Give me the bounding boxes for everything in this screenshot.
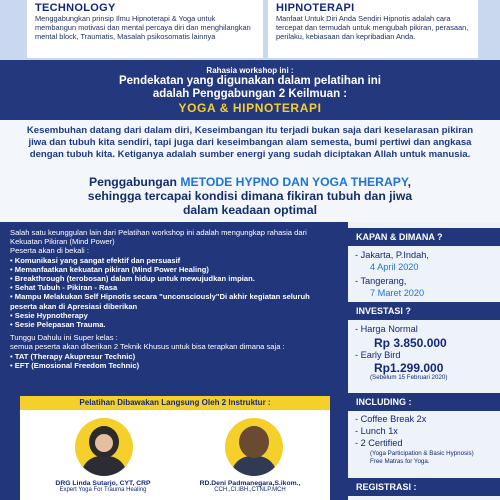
include-certified: - 2 Certified [355, 438, 403, 448]
hipnoterapi-card [268, 0, 478, 58]
technology-text: Menggabungkan prinsip Ilmu Hipnoterapi & Yoga untuk membangun motivasi dan mental percaya diri dan menghilangkan mental block, Traumatis, Masalah psikosomatis lainnya [35, 14, 251, 42]
combo-line2: sehingga tercapai kondisi dimana fikiran tubuh dan jiwa [87, 189, 413, 203]
registration-heading: REGISTRASI : [348, 478, 500, 496]
list-item: • TAT (Therapy Akupresur Technic) [10, 352, 338, 361]
banner-line1: Pendekatan yang digunakan dalam pelatihan ini [118, 75, 381, 87]
date-1: 4 April 2020 [370, 262, 419, 272]
technology-card [27, 0, 263, 58]
banner-small: Rahasia workshop ini : [206, 66, 294, 75]
including-heading: INCLUDING : [348, 393, 500, 411]
banner-line2: adalah Penggabungan 2 Keilmuan : [152, 88, 348, 100]
instructor-photo-linda [75, 418, 133, 476]
include-coffee: - Coffee Break 2x [355, 414, 427, 424]
list-item: • Sesie Hypnotherapy [10, 311, 338, 320]
list-item: • EFT (Emosional Freedom Technic) [10, 361, 338, 370]
when-heading: KAPAN & DIMANA ? [348, 228, 500, 246]
instructor-name-linda: DRG Linda Sutarjo, CYT, CRP Expert Yoga For Trauma Healing [55, 480, 151, 493]
techniques-list [10, 352, 338, 370]
intro-text: Kesembuhan datang dari dalam diri, Keseimbangan itu terjadi bukan saja dari keselarasan pikiran jiwa dan tubuh kita sendiri, tapi juga dari keseimbangan alam semesta, bumi pertiwi dan angkasa dengan tubuh kita. Ketiganya adalah sumber energi yang sudah diciptakan Allah untuk manusia. [26, 125, 474, 160]
combo-heading [20, 175, 480, 217]
benefits-lead: Salah satu keunggulan lain dari Pelatihan workshop ini adalah mengungkap rahasia dari Kekuatan Pikiran (Mind Power) [10, 228, 307, 247]
price-normal-label: - Harga Normal [355, 324, 418, 334]
date-2: 7 Maret 2020 [370, 288, 425, 298]
instructor-name-deni: RD.Deni Padmanegara,S.ikom., CCH.,CI.IBH.,CTNLP.MCH [199, 480, 301, 493]
list-item: • Komunikasi yang sangat efektif dan persuasif [10, 256, 338, 265]
benefits-list [10, 256, 338, 330]
price-early-note: (Sebelum 15 Februari 2020) [370, 374, 448, 381]
hipnoterapi-title: HIPNOTERAPI [276, 2, 355, 14]
list-item: • Breakthrough (terobosan) dalam hidup untuk mewujudkan impian. [10, 274, 338, 283]
class-note2: semua peserta akan diberikan 2 Teknik Khusus untuk bisa terapkan dimana saja : [10, 342, 285, 352]
instructor-photo-deni [225, 418, 283, 476]
instructor-bar: Pelatihan Dibawakan Langsung Oleh 2 Instruktur : [20, 396, 330, 410]
instructor-box [20, 410, 330, 500]
banner-yoga: YOGA & HIPNOTERAPI [178, 101, 322, 115]
list-item: • Memanfaatkan kekuatan pikiran (Mind Power Healing) [10, 265, 338, 274]
location-1: - Jakarta, P.Indah, [355, 250, 429, 260]
list-item: • Sehat Tubuh - Pikiran - Rasa [10, 283, 338, 292]
price-normal: Rp 3.850.000 [374, 336, 447, 350]
include-mat-note: Free Matras for Yoga. [370, 458, 430, 465]
secret-banner [0, 60, 500, 120]
combo-line3: dalam keadaan optimal [182, 203, 318, 217]
list-item: • Mampu Melakukan Self Hipnotis secara "unconsciously"Di akhir kegiatan seluruh peserta akan di Apresiasi diberikan [10, 292, 338, 310]
combo-highlight: METODE HYPNO DAN YOGA THERAPY [180, 175, 408, 189]
invest-heading: INVESTASI ? [348, 302, 500, 320]
list-item: • Sesie Pelepasan Trauma. [10, 320, 338, 329]
combo-before: Penggabungan [88, 175, 181, 189]
combo-after: , [407, 175, 412, 189]
benefits-lead2: Peserta akan di bekali : [10, 246, 89, 256]
include-certified-note: (Yoga Participation & Basic Hypnosis) [370, 450, 474, 457]
include-lunch: - Lunch 1x [355, 426, 398, 436]
price-early-label: - Early Bird [355, 350, 401, 360]
technology-title: TECHNOLOGY [35, 2, 116, 14]
price-early: Rp1.299.000 [374, 361, 444, 375]
location-2: - Tangerang, [355, 276, 407, 286]
class-note: Tunggu Dahulu ini Super kelas : [10, 333, 118, 343]
hipnoterapi-text: Manfaat Untuk Diri Anda Sendiri Hipnotis adalah cara tercepat dan termudah untuk mengubah pikiran, perasaan, perilaku, kebiasaan dan kepribadian Anda. [276, 14, 469, 42]
